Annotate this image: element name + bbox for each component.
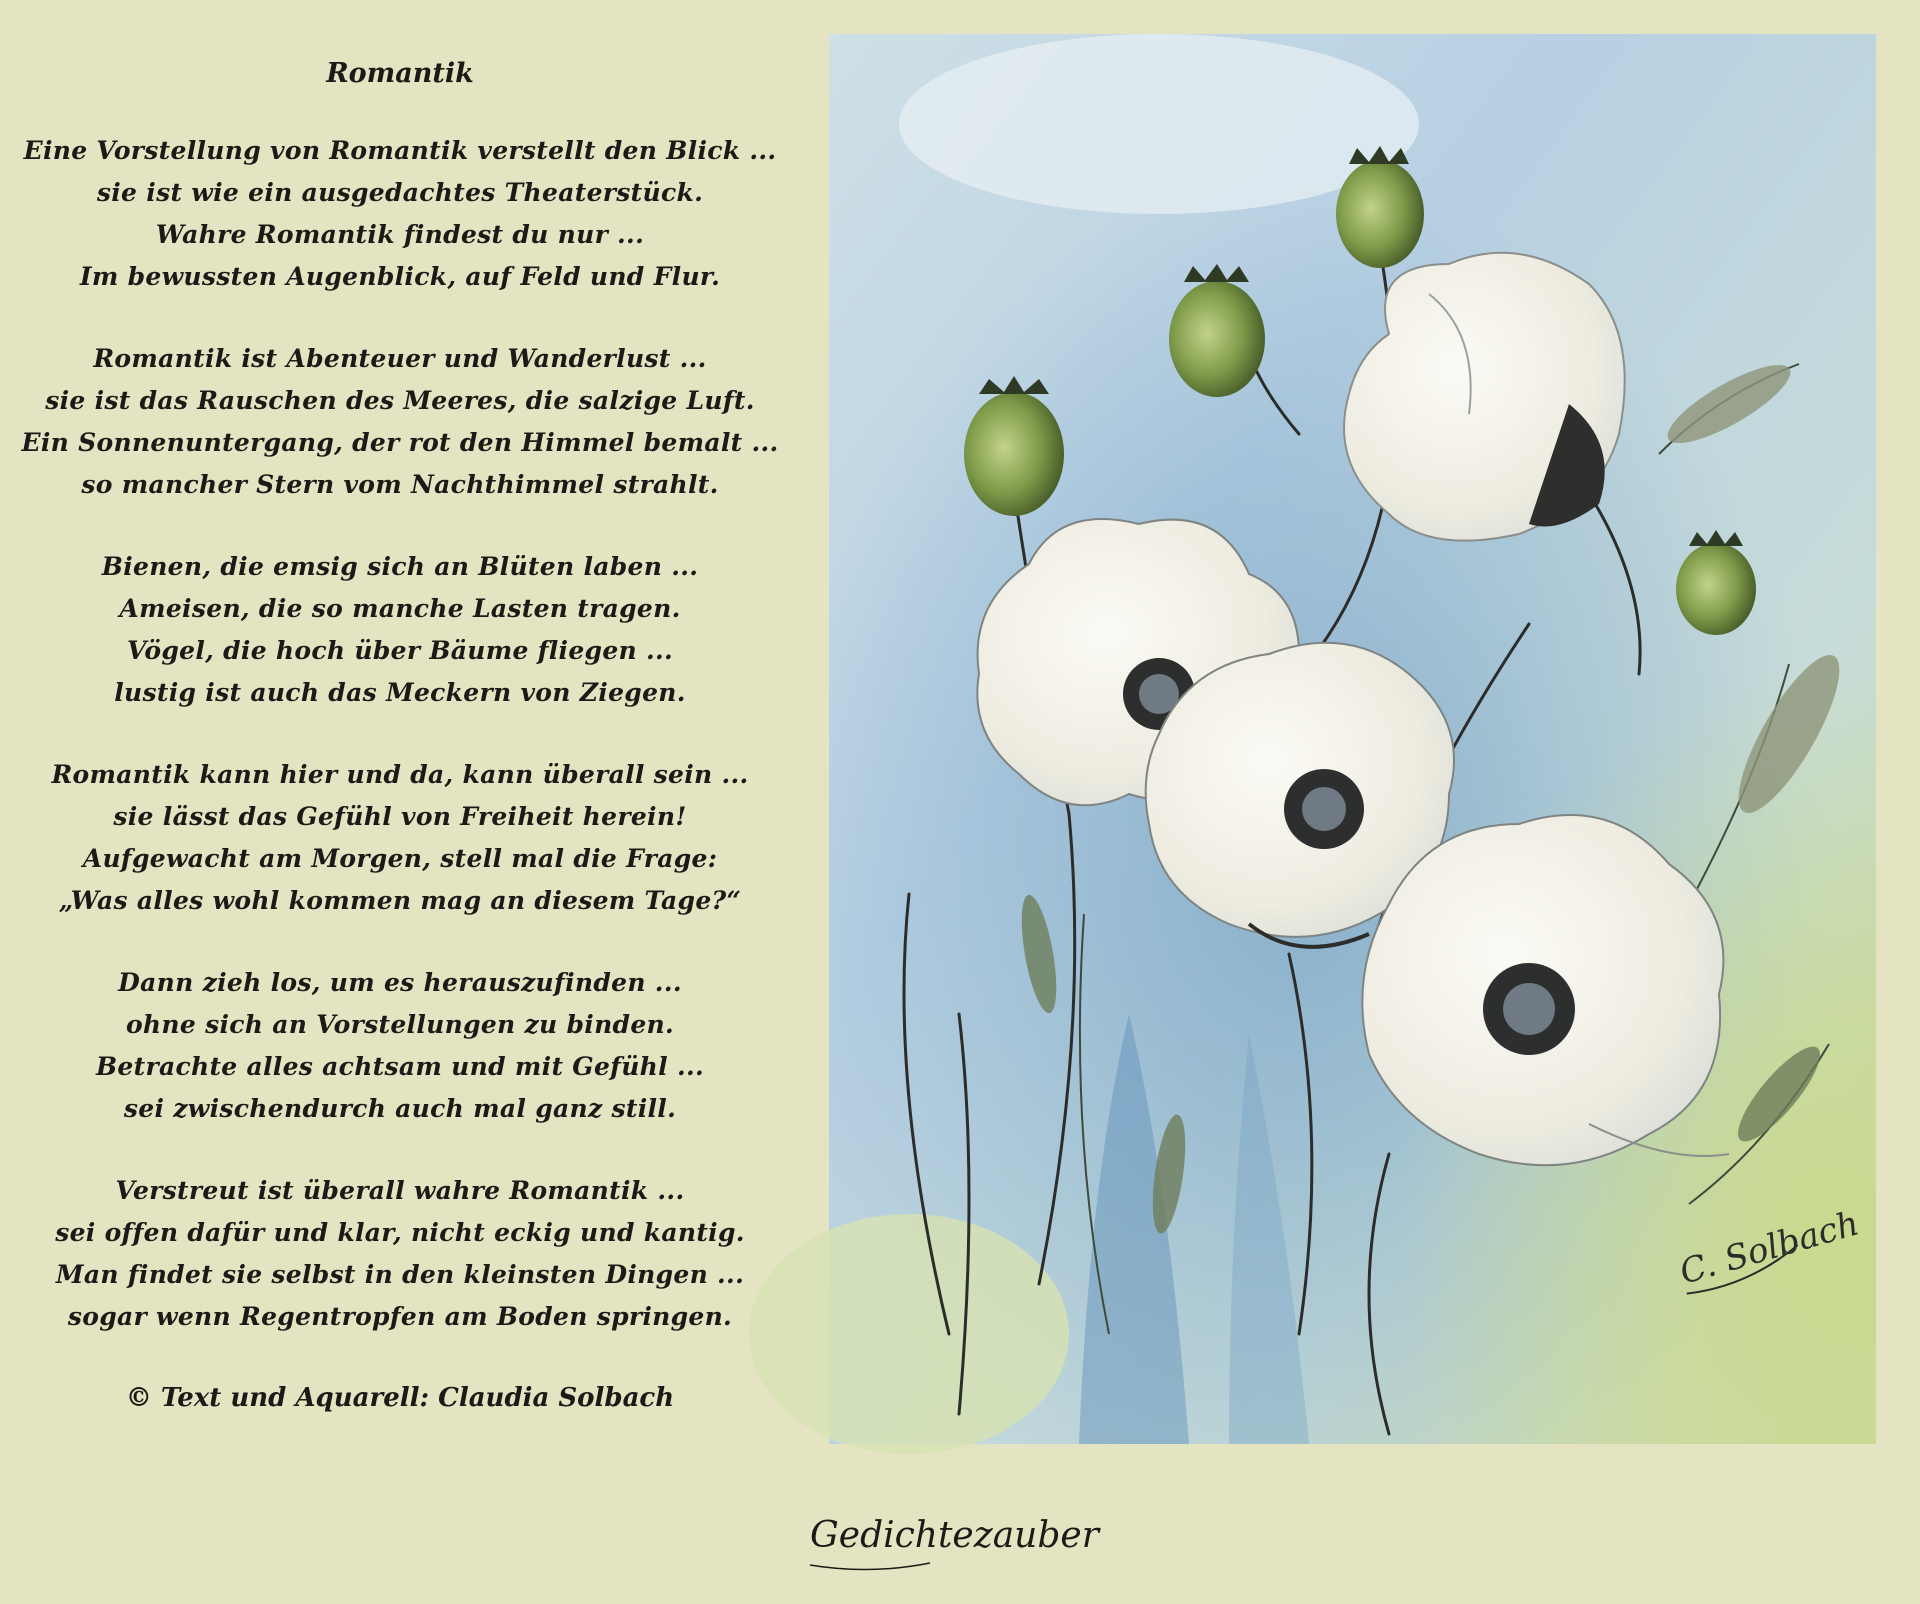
poem-line: sei zwischendurch auch mal ganz still. [123, 1094, 677, 1123]
poem-line: Im bewussten Augenblick, auf Feld und Flur. [79, 262, 721, 291]
copyright-line: © Text und Aquarell: Claudia Solbach [125, 1383, 675, 1413]
poem-line: Dann zieh los, um es herauszufinden ... [118, 968, 682, 997]
poem-line: Man findet sie selbst in den kleinsten Dingen ... [55, 1260, 745, 1289]
poem-line: sie ist wie ein ausgedachtes Theaterstück. [96, 178, 704, 207]
poem-line: Eine Vorstellung von Romantik verstellt den Blick ... [23, 136, 777, 165]
poem-stanza [20, 338, 780, 506]
poem-stanza [20, 754, 780, 922]
poem-line: Aufgewacht am Morgen, stell mal die Frage: [82, 844, 718, 873]
poem-line: sie lässt das Gefühl von Freiheit herein! [113, 802, 687, 831]
poem-stanza [20, 130, 780, 298]
svg-text:C. Solbach: C. Solbach [1675, 1203, 1864, 1293]
poem-line: Betrachte alles achtsam und mit Gefühl ... [96, 1052, 704, 1081]
poem-line: so mancher Stern vom Nachthimmel strahlt. [81, 470, 719, 499]
poem-line: sei offen dafür und klar, nicht eckig und kantig. [55, 1218, 745, 1247]
poem-stanza [20, 546, 780, 714]
poem-line: Ameisen, die so manche Lasten tragen. [119, 594, 681, 623]
poem-line: Bienen, die emsig sich an Blüten laben ... [101, 552, 699, 581]
poem-line: Ein Sonnenuntergang, der rot den Himmel bemalt ... [21, 428, 779, 457]
poem-line: Romantik kann hier und da, kann überall sein ... [51, 760, 749, 789]
poem-line: ohne sich an Vorstellungen zu binden. [125, 1010, 675, 1039]
poem-stanza [20, 1170, 780, 1338]
poem-panel [20, 40, 780, 1460]
poem-line: Vögel, die hoch über Bäume fliegen ... [126, 636, 674, 665]
poem-line: sogar wenn Regentropfen am Boden springen. [67, 1302, 733, 1331]
poem-stanza [20, 962, 780, 1130]
poem-line: Romantik ist Abenteuer und Wanderlust ... [93, 344, 707, 373]
poem-stanzas [20, 130, 780, 1338]
poem-line: sie ist das Rauschen des Meeres, die salzige Luft. [45, 386, 755, 415]
poem-line: „Was alles wohl kommen mag an diesem Tage?“ [58, 886, 742, 915]
watercolor-painting [829, 34, 1876, 1444]
poem-title: Romantik [326, 58, 474, 89]
poem-line: Wahre Romantik findest du nur ... [155, 220, 645, 249]
gedichtezauber-logo [790, 1475, 1099, 1585]
poem-line: lustig ist auch das Meckern von Ziegen. [114, 678, 686, 707]
svg-text:Gedichtezauber: Gedichtezauber [810, 1515, 1099, 1556]
poem-line: Verstreut ist überall wahre Romantik ... [115, 1176, 685, 1205]
